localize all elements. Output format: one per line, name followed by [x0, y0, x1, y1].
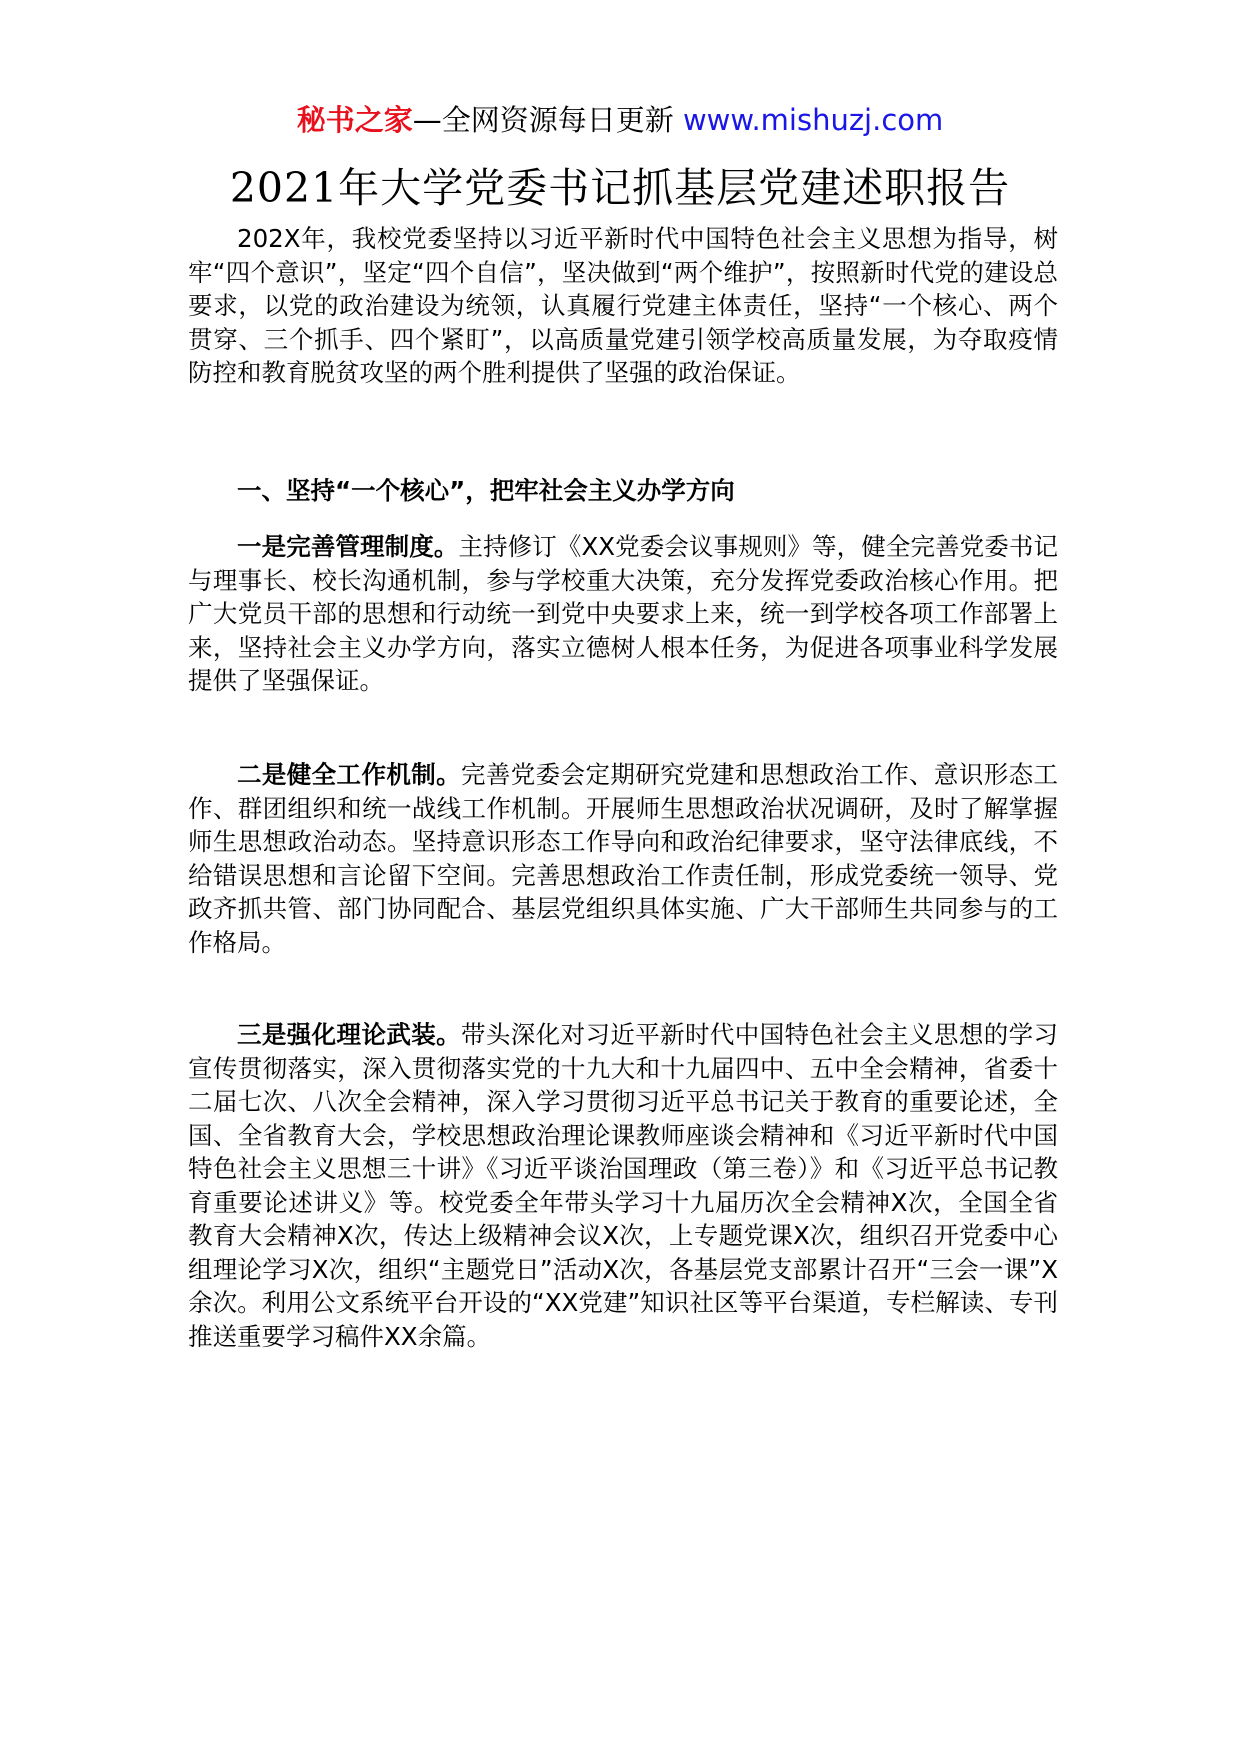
item-lead-1: 一是完善管理制度。: [237, 532, 459, 561]
item-text-3: 带头深化对习近平新时代中国特色社会主义思想的学习宣传贯彻落实，深入贯彻落实党的十九大和十九届四中、五中全会精神，省委十二届七次、八次全会精神，深入学习贯彻习近平总书记关于教育的重要论述，全国、全省教育大会，学校思想政治理论课教师座谈会精神和《习近平新时代中国特色社会主义思想三十讲》《习近平谈治国理政（第三卷）》和《习近平总书记教育重要论述讲义》等。校党委全年带头学习十九届历次全会精神X次，全国全省教育大会精神X次，传达上级精神会议X次，上专题党课X次，组织召开党委中心组理论学习X次，组织“主题党日”活动X次，各基层党支部累计召开“三会一课”X余次。利用公文系统平台开设的“XX党建”知识社区等平台渠道，专栏解读、专刊推送重要学习稿件XX余篇。: [188, 1020, 1058, 1351]
item-text-1: 主持修订《XX党委会议事规则》等，健全完善党委书记与理事长、校长沟通机制，参与学校重大决策，充分发挥党委政治核心作用。把广大党员干部的思想和行动统一到党中央要求上来，统一到学校各项工作部署上来，坚持社会主义办学方向，落实立德树人根本任务，为促进各项事业科学发展提供了坚强保证。: [188, 532, 1058, 695]
site-tagline: —全网资源每日更新: [412, 103, 674, 137]
item-paragraph-3: [188, 1018, 1058, 1353]
document-title: 2021年大学党委书记抓基层党建述职报告: [229, 164, 1011, 212]
site-url-link[interactable]: www.mishuzj.com: [682, 103, 944, 137]
item-paragraph-2: [188, 758, 1058, 959]
site-brand: 秘书之家: [296, 103, 413, 137]
item-lead-2: 二是健全工作机制。: [237, 760, 462, 789]
item-lead-3: 三是强化理论武装。: [237, 1020, 462, 1049]
intro-paragraph: 202X年，我校党委坚持以习近平新时代中国特色社会主义思想为指导，树牢“四个意识”，坚定“四个自信”，坚决做到“两个维护”，按照新时代党的建设总要求，以党的政治建设为统领，认真履行党建主体责任，坚持“一个核心、两个贯穿、三个抓手、四个紧盯”，以高质量党建引领学校高质量发展，为夺取疫情防控和教育脱贫攻坚的两个胜利提供了坚强的政治保证。: [188, 224, 1058, 387]
item-paragraph-1: [188, 530, 1058, 698]
item-text-2: 完善党委会定期研究党建和思想政治工作、意识形态工作、群团组织和统一战线工作机制。开展师生思想政治状况调研，及时了解掌握师生思想政治动态。坚持意识形态工作导向和政治纪律要求，坚守法律底线，不给错误思想和言论留下空间。完善思想政治工作责任制，形成党委统一领导、党政齐抓共管、部门协同配合、基层党组织具体实施、广大干部师生共同参与的工作格局。: [188, 760, 1058, 957]
site-header: [0, 98, 1240, 142]
section-heading: 一、坚持“一个核心”，把牢社会主义办学方向: [237, 476, 735, 505]
